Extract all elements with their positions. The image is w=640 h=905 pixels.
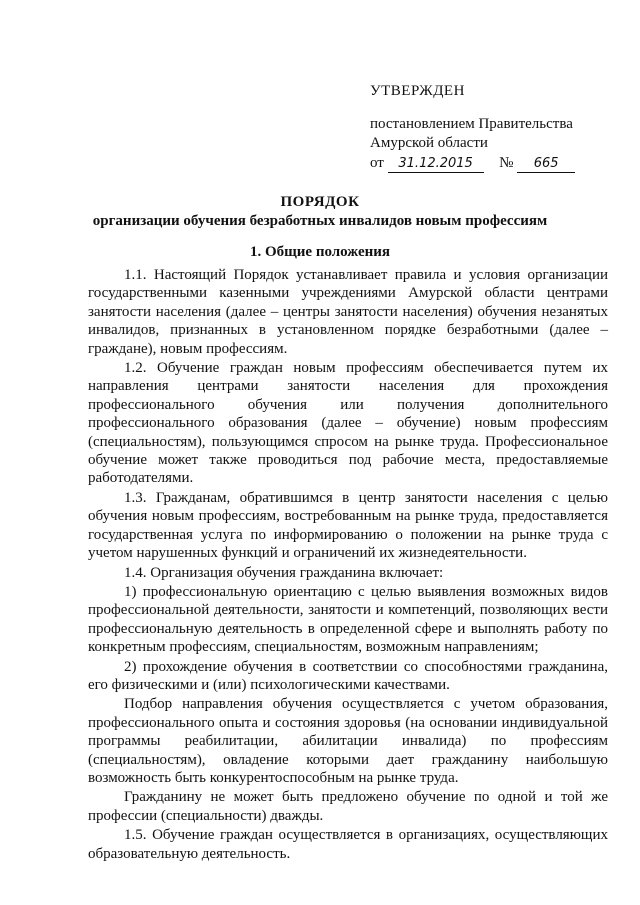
- handwritten-number: 665: [517, 156, 575, 173]
- paragraph-1-1: 1.1. Настоящий Порядок устанавливает правила и условия организации государственными казенными учреждениями Амурской области центрами занятости населения (далее – центры занятости населения) обучения незанятых инвалидов, признанных в установленном порядке безработными (далее – граждане), новым профессиям.: [88, 267, 608, 357]
- approval-date-line: [370, 154, 620, 173]
- paragraph-1-3: 1.3. Гражданам, обратившимся в центр занятости населения с целью обучения новым профессиям, востребованным на рынке труда, предоставляется государственная услуга по информированию о положении на рынке труда с учетом нарушенных функций и ограничений их жизнедеятельности.: [88, 489, 608, 562]
- body-text: [88, 266, 608, 864]
- document-title: ПОРЯДОК: [280, 194, 360, 210]
- number-prefix: №: [499, 155, 514, 171]
- handwritten-date: 31.12.2015: [388, 156, 484, 173]
- document-subtitle: организации обучения безработных инвалидов новым профессиям: [92, 213, 548, 229]
- section-title: 1. Общие положения: [249, 244, 391, 260]
- date-prefix: от: [370, 155, 384, 171]
- approval-line-2: Амурской области: [370, 135, 488, 151]
- paragraph-1-2: 1.2. Обучение граждан новым профессиям обеспечивается путем их направления центрами занятости населения для прохождения профессионального обучения или получения дополнительного профессионального образования (далее – обучение) новым профессиям (специальностям), пользующимся спросом на рынке труда. Профессиональное обучение может также проводиться под рабочие места, предоставляемые работодателями.: [88, 360, 608, 487]
- approval-line-1: постановлением Правительства: [370, 116, 573, 132]
- paragraph-1-4: 1.4. Организация обучения гражданина включает:: [124, 564, 444, 581]
- paragraph-selection: Подбор направления обучения осуществляется с учетом образования, профессионального опыта и состояния здоровья (на основании индивидуальной программы реабилитации, абилитации инвалида) по профессиям (специальностям), овладение которыми дает гражданину наибольшую возможность быть конкурентоспособным на рынке труда.: [88, 696, 608, 786]
- approval-title: УТВЕРЖДЕН: [370, 83, 465, 99]
- paragraph-1-5: 1.5. Обучение граждан осуществляется в организациях, осуществляющих образовательную деятельность.: [88, 827, 608, 862]
- paragraph-1-4-item-2: 2) прохождение обучения в соответствии со способностями гражданина, его физическими и (или) психологическими качествами.: [88, 658, 608, 693]
- paragraph-1-4-item-1: 1) профессиональную ориентацию с целью выявления возможных видов профессиональной деятельности, занятости и компетенций, позволяющих вести профессиональную деятельность в определенной сфере и выполнять работу по конкретным профессиям, специальностям, возможным направлениям;: [88, 583, 608, 656]
- paragraph-restriction: Гражданину не может быть предложено обучение по одной и той же профессии (специальности) дважды.: [88, 789, 608, 824]
- approval-block: [370, 82, 620, 173]
